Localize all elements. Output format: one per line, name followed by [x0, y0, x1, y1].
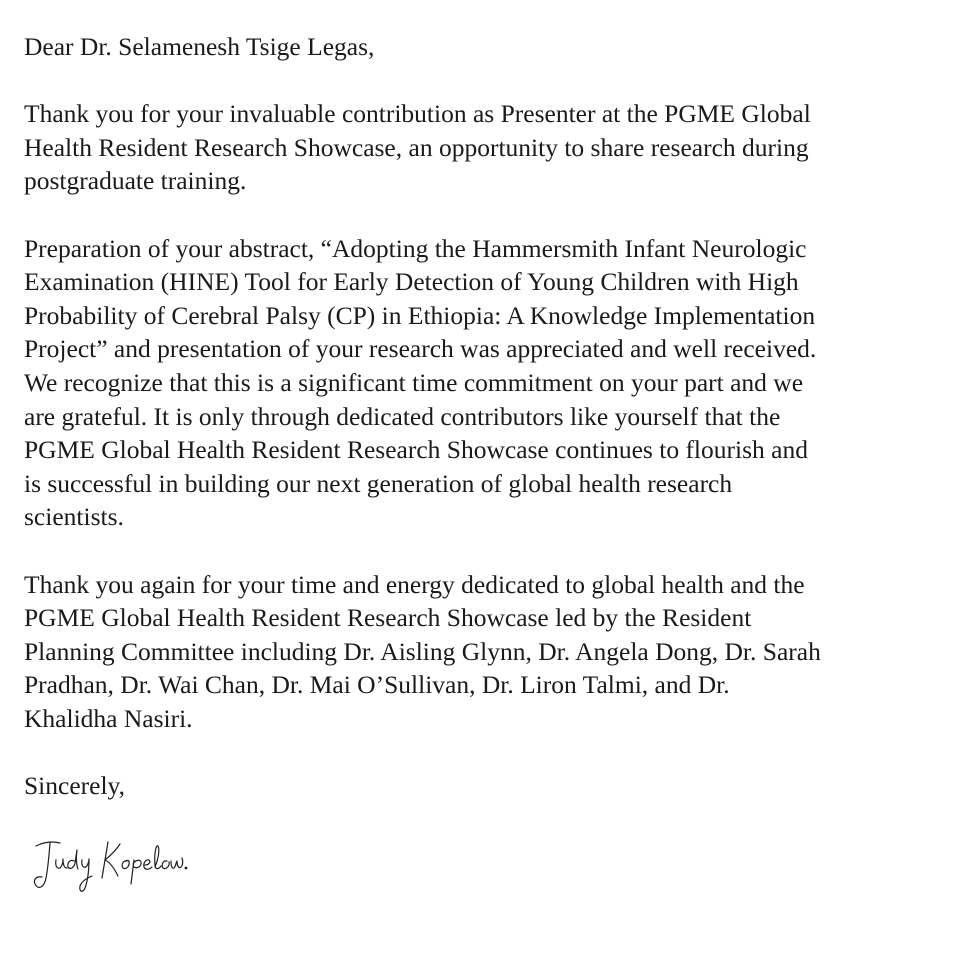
paragraph-committee: [24, 568, 954, 736]
paragraph-line: PGME Global Health Resident Research Showcase continues to flourish and: [24, 435, 808, 465]
paragraph-line: Planning Committee including Dr. Aisling Glynn, Dr. Angela Dong, Dr. Sarah: [24, 636, 821, 666]
paragraph-line: Pradhan, Dr. Wai Chan, Dr. Mai O’Sullivan, Dr. Liron Talmi, and Dr.: [24, 670, 730, 700]
paragraph-abstract: [24, 232, 954, 534]
paragraph-thanks: [24, 97, 954, 198]
paragraph-line: Probability of Cerebral Palsy (CP) in Ethiopia: A Knowledge Implementation: [24, 300, 816, 330]
paragraph-line: scientists.: [24, 502, 124, 532]
handwritten-signature: [30, 828, 190, 900]
paragraph-line: Examination (HINE) Tool for Early Detection of Young Children with High: [24, 267, 799, 297]
paragraph-line: Thank you for your invaluable contribution as Presenter at the PGME Global: [24, 99, 811, 129]
letter-body: [24, 30, 954, 811]
paragraph-line: postgraduate training.: [24, 166, 247, 196]
paragraph-line: are grateful. It is only through dedicated contributors like yourself that the: [24, 401, 781, 431]
paragraph-line: is successful in building our next generation of global health research: [24, 468, 733, 498]
paragraph-line: Khalidha Nasiri.: [24, 703, 193, 733]
paragraph-line: We recognize that this is a significant time commitment on your part and we: [24, 367, 804, 397]
paragraph-line: Health Resident Research Showcase, an opportunity to share research during: [24, 132, 809, 162]
salutation: Dear Dr. Selamenesh Tsige Legas,: [24, 32, 375, 61]
paragraph-line: Project” and presentation of your research was appreciated and well received.: [24, 334, 817, 364]
paragraph-line: Thank you again for your time and energy dedicated to global health and the: [24, 569, 805, 599]
closing: Sincerely,: [24, 771, 126, 801]
paragraph-line: Preparation of your abstract, “Adopting the Hammersmith Infant Neurologic: [24, 233, 807, 263]
paragraph-line: PGME Global Health Resident Research Showcase led by the Resident: [24, 603, 752, 633]
